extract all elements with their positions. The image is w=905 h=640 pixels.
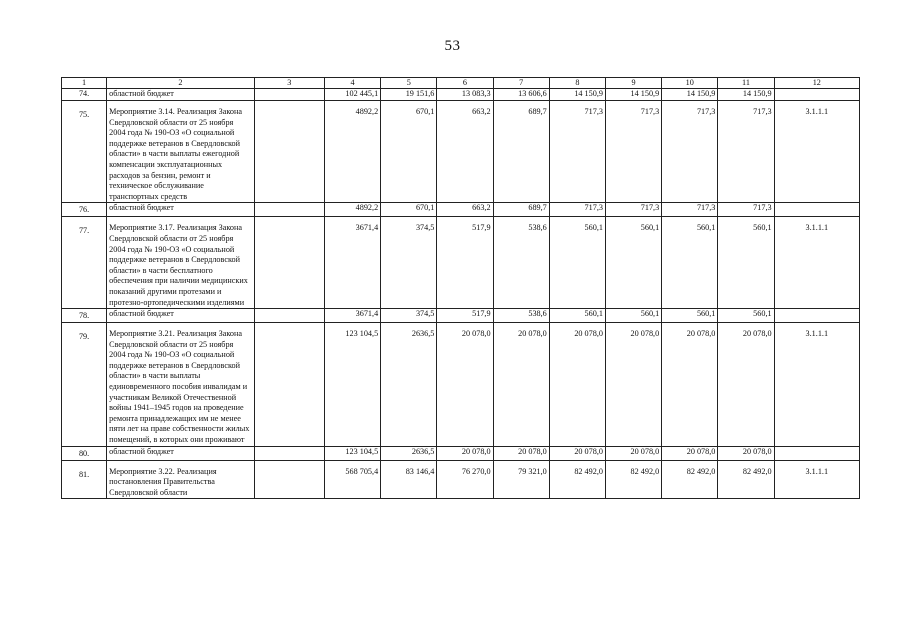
column-header: 9: [605, 78, 661, 89]
table-row: [62, 309, 860, 323]
row-value: 717,3: [549, 101, 605, 203]
row-cell: [254, 89, 324, 101]
row-value: 717,3: [718, 203, 774, 217]
program-table: [61, 77, 860, 499]
row-code: [774, 203, 859, 217]
row-value: 123 104,5: [324, 323, 380, 447]
row-value: 82 492,0: [605, 460, 661, 499]
row-value: 4892,2: [324, 101, 380, 203]
row-number: 77.: [62, 217, 107, 309]
row-value: 82 492,0: [718, 460, 774, 499]
row-name: областной бюджет: [107, 446, 255, 460]
row-value: 560,1: [605, 309, 661, 323]
row-cell: [254, 460, 324, 499]
page-number: 53: [444, 38, 461, 54]
row-value: 14 150,9: [549, 89, 605, 101]
row-value: 560,1: [662, 217, 718, 309]
row-value: 717,3: [662, 101, 718, 203]
row-cell: [254, 309, 324, 323]
row-value: 20 078,0: [718, 446, 774, 460]
row-value: 717,3: [718, 101, 774, 203]
row-name: областной бюджет: [107, 89, 255, 101]
row-number: 76.: [62, 203, 107, 217]
table-row: [62, 101, 860, 203]
row-value: 560,1: [662, 309, 718, 323]
row-value: 13 083,3: [437, 89, 493, 101]
table-row: [62, 323, 860, 447]
row-value: 82 492,0: [549, 460, 605, 499]
row-value: 20 078,0: [605, 323, 661, 447]
row-value: 689,7: [493, 203, 549, 217]
row-code: 3.1.1.1: [774, 323, 859, 447]
row-value: 14 150,9: [718, 89, 774, 101]
column-header: 8: [549, 78, 605, 89]
row-number: 78.: [62, 309, 107, 323]
row-code: 3.1.1.1: [774, 460, 859, 499]
row-value: 560,1: [549, 217, 605, 309]
row-name: Мероприятие 3.14. Реализация Закона Свердловской области от 25 ноября 2004 года № 190-ОЗ «О социальной поддержке ветеранов в Свердловской области» в части выплаты ежегодной компенсации эксплуатационных расходов за бензин, ремонт и техническое обслуживание транспортных средств: [107, 101, 255, 203]
row-value: 717,3: [549, 203, 605, 217]
row-value: 517,9: [437, 217, 493, 309]
row-number: 81.: [62, 460, 107, 499]
column-header: 7: [493, 78, 549, 89]
row-name: Мероприятие 3.17. Реализация Закона Свердловской области от 25 ноября 2004 года № 190-ОЗ «О социальной поддержке ветеранов в Свердловской области» в части бесплатного обеспечения при наличии медицинских показаний другими протезами и протезно-ортопедическими изделиями: [107, 217, 255, 309]
row-code: 3.1.1.1: [774, 217, 859, 309]
row-value: 13 606,6: [493, 89, 549, 101]
table-row: [62, 446, 860, 460]
row-value: 19 151,6: [381, 89, 437, 101]
row-value: 689,7: [493, 101, 549, 203]
row-value: 717,3: [662, 203, 718, 217]
row-cell: [254, 446, 324, 460]
row-code: 3.1.1.1: [774, 101, 859, 203]
row-code: [774, 446, 859, 460]
column-header: 6: [437, 78, 493, 89]
row-value: 20 078,0: [549, 323, 605, 447]
row-value: 123 104,5: [324, 446, 380, 460]
row-value: 3671,4: [324, 309, 380, 323]
row-cell: [254, 101, 324, 203]
row-cell: [254, 323, 324, 447]
row-value: 670,1: [381, 101, 437, 203]
row-code: [774, 309, 859, 323]
column-header: 4: [324, 78, 380, 89]
row-number: 74.: [62, 89, 107, 101]
row-number: 75.: [62, 101, 107, 203]
row-code: [774, 89, 859, 101]
row-value: 538,6: [493, 309, 549, 323]
row-value: 374,5: [381, 309, 437, 323]
row-value: 20 078,0: [549, 446, 605, 460]
row-value: 4892,2: [324, 203, 380, 217]
row-value: 79 321,0: [493, 460, 549, 499]
row-value: 517,9: [437, 309, 493, 323]
row-value: 663,2: [437, 203, 493, 217]
row-value: 20 078,0: [605, 446, 661, 460]
column-header: 1: [62, 78, 107, 89]
row-name: областной бюджет: [107, 203, 255, 217]
column-header: 2: [107, 78, 255, 89]
row-name: Мероприятие 3.21. Реализация Закона Свердловской области от 25 ноября 2004 года № 190-ОЗ «О социальной поддержке ветеранов в Свердловской области» в части выплаты единовременного пособия инвалидам и участникам Великой Отечественной войны 1941–1945 годов на проведение ремонта принадлежащих им не менее пяти лет на праве собственности жилых помещений, в которых они проживают: [107, 323, 255, 447]
row-value: 2636,5: [381, 323, 437, 447]
row-value: 3671,4: [324, 217, 380, 309]
row-value: 76 270,0: [437, 460, 493, 499]
row-value: 2636,5: [381, 446, 437, 460]
table-row: [62, 217, 860, 309]
row-value: 14 150,9: [605, 89, 661, 101]
row-value: 717,3: [605, 203, 661, 217]
row-value: 102 445,1: [324, 89, 380, 101]
row-value: 568 705,4: [324, 460, 380, 499]
row-value: 20 078,0: [493, 446, 549, 460]
row-value: 20 078,0: [662, 323, 718, 447]
row-cell: [254, 203, 324, 217]
row-value: 374,5: [381, 217, 437, 309]
row-name: областной бюджет: [107, 309, 255, 323]
row-value: 670,1: [381, 203, 437, 217]
row-value: 20 078,0: [437, 323, 493, 447]
row-value: 560,1: [549, 309, 605, 323]
row-value: 20 078,0: [437, 446, 493, 460]
row-value: 82 492,0: [662, 460, 718, 499]
table-row: [62, 460, 860, 499]
row-name: Мероприятие 3.22. Реализация постановления Правительства Свердловской области: [107, 460, 255, 499]
row-value: 20 078,0: [493, 323, 549, 447]
column-header: 11: [718, 78, 774, 89]
row-value: 20 078,0: [718, 323, 774, 447]
row-value: 717,3: [605, 101, 661, 203]
row-number: 80.: [62, 446, 107, 460]
row-value: 538,6: [493, 217, 549, 309]
row-value: 663,2: [437, 101, 493, 203]
column-header: 5: [381, 78, 437, 89]
row-value: 83 146,4: [381, 460, 437, 499]
row-number: 79.: [62, 323, 107, 447]
column-header: 12: [774, 78, 859, 89]
row-value: 560,1: [718, 309, 774, 323]
row-value: 14 150,9: [662, 89, 718, 101]
row-value: 20 078,0: [662, 446, 718, 460]
column-header: 3: [254, 78, 324, 89]
row-value: 560,1: [718, 217, 774, 309]
header-row: [62, 78, 860, 89]
table-row: [62, 203, 860, 217]
row-cell: [254, 217, 324, 309]
table-row: [62, 89, 860, 101]
row-value: 560,1: [605, 217, 661, 309]
column-header: 10: [662, 78, 718, 89]
